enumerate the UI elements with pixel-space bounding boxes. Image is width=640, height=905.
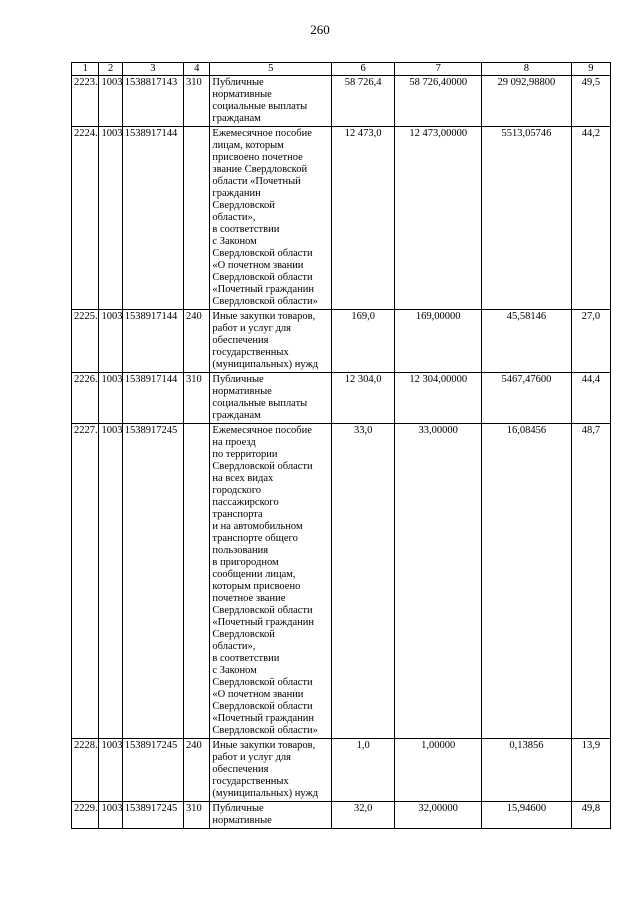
row-number: 2225. bbox=[72, 310, 99, 373]
planned-amount: 12 304,0 bbox=[331, 373, 394, 424]
expense-type-code: 240 bbox=[184, 739, 210, 802]
row-number: 2227. bbox=[72, 424, 99, 739]
row-number: 2224. bbox=[72, 127, 99, 310]
target-article-code: 1538917144 bbox=[122, 127, 183, 310]
item-name: Ежемесячное пособие лицам, которым присвоено почетное звание Свердловской области «Почетный гражданин Свердловской области», в соответствии с Законом Свердловской области «О почетном звании Свердловской области «Почетный гражданин Свердловской области» bbox=[210, 127, 332, 310]
section-code: 1003 bbox=[99, 424, 122, 739]
planned-amount: 12 473,0 bbox=[331, 127, 394, 310]
target-article-code: 1538817143 bbox=[122, 76, 183, 127]
page-number: 260 bbox=[310, 22, 330, 37]
column-header: 3 bbox=[122, 63, 183, 76]
row-number: 2228. bbox=[72, 739, 99, 802]
expense-type-code: 310 bbox=[184, 373, 210, 424]
section-code: 1003 bbox=[99, 310, 122, 373]
expense-type-code: 310 bbox=[184, 802, 210, 829]
header-row bbox=[72, 63, 611, 76]
table-row bbox=[72, 127, 611, 310]
column-header: 6 bbox=[331, 63, 394, 76]
expense-type-code bbox=[184, 424, 210, 739]
item-name: Ежемесячное пособие на проезд по территории Свердловской области на всех видах городского пассажирского транспорта и на автомобильном транспорте общего пользования в пригородном сообщении лицам, которым присвоено почетное звание Свердловской области «Почетный гражданин Свердловской области», в соответствии с Законом Свердловской области «О почетном звании Свердловской области «Почетный гражданин Свердловской области» bbox=[210, 424, 332, 739]
approved-amount: 33,00000 bbox=[395, 424, 482, 739]
executed-amount: 16,08456 bbox=[482, 424, 572, 739]
planned-amount: 33,0 bbox=[331, 424, 394, 739]
expense-type-code: 240 bbox=[184, 310, 210, 373]
section-code: 1003 bbox=[99, 739, 122, 802]
table-row bbox=[72, 424, 611, 739]
planned-amount: 169,0 bbox=[331, 310, 394, 373]
column-header: 2 bbox=[99, 63, 122, 76]
column-header: 1 bbox=[72, 63, 99, 76]
table-row bbox=[72, 76, 611, 127]
column-header: 4 bbox=[184, 63, 210, 76]
item-name: Публичные нормативные bbox=[210, 802, 332, 829]
executed-amount: 5513,05746 bbox=[482, 127, 572, 310]
row-number: 2226. bbox=[72, 373, 99, 424]
executed-amount: 29 092,98800 bbox=[482, 76, 572, 127]
approved-amount: 12 304,00000 bbox=[395, 373, 482, 424]
approved-amount: 169,00000 bbox=[395, 310, 482, 373]
target-article-code: 1538917245 bbox=[122, 424, 183, 739]
item-name: Публичные нормативные социальные выплаты гражданам bbox=[210, 373, 332, 424]
column-header: 5 bbox=[210, 63, 332, 76]
target-article-code: 1538917245 bbox=[122, 802, 183, 829]
approved-amount: 1,00000 bbox=[395, 739, 482, 802]
row-number: 2223. bbox=[72, 76, 99, 127]
executed-amount: 5467,47600 bbox=[482, 373, 572, 424]
approved-amount: 12 473,00000 bbox=[395, 127, 482, 310]
target-article-code: 1538917144 bbox=[122, 373, 183, 424]
target-article-code: 1538917245 bbox=[122, 739, 183, 802]
execution-percent: 48,7 bbox=[571, 424, 610, 739]
column-header: 8 bbox=[482, 63, 572, 76]
execution-percent: 49,8 bbox=[571, 802, 610, 829]
column-header: 9 bbox=[571, 63, 610, 76]
column-header: 7 bbox=[395, 63, 482, 76]
execution-percent: 13,9 bbox=[571, 739, 610, 802]
planned-amount: 58 726,4 bbox=[331, 76, 394, 127]
planned-amount: 1,0 bbox=[331, 739, 394, 802]
table-row bbox=[72, 310, 611, 373]
item-name: Иные закупки товаров, работ и услуг для обеспечения государственных (муниципальных) нужд bbox=[210, 739, 332, 802]
execution-percent: 27,0 bbox=[571, 310, 610, 373]
executed-amount: 15,94600 bbox=[482, 802, 572, 829]
budget-table bbox=[71, 62, 611, 829]
table-row bbox=[72, 373, 611, 424]
executed-amount: 0,13856 bbox=[482, 739, 572, 802]
approved-amount: 32,00000 bbox=[395, 802, 482, 829]
item-name: Иные закупки товаров, работ и услуг для обеспечения государственных (муниципальных) нужд bbox=[210, 310, 332, 373]
planned-amount: 32,0 bbox=[331, 802, 394, 829]
approved-amount: 58 726,40000 bbox=[395, 76, 482, 127]
table-row bbox=[72, 802, 611, 829]
execution-percent: 44,4 bbox=[571, 373, 610, 424]
section-code: 1003 bbox=[99, 802, 122, 829]
row-number: 2229. bbox=[72, 802, 99, 829]
execution-percent: 49,5 bbox=[571, 76, 610, 127]
execution-percent: 44,2 bbox=[571, 127, 610, 310]
section-code: 1003 bbox=[99, 373, 122, 424]
item-name: Публичные нормативные социальные выплаты гражданам bbox=[210, 76, 332, 127]
target-article-code: 1538917144 bbox=[122, 310, 183, 373]
executed-amount: 45,58146 bbox=[482, 310, 572, 373]
expense-type-code bbox=[184, 127, 210, 310]
section-code: 1003 bbox=[99, 127, 122, 310]
expense-type-code: 310 bbox=[184, 76, 210, 127]
section-code: 1003 bbox=[99, 76, 122, 127]
table-row bbox=[72, 739, 611, 802]
